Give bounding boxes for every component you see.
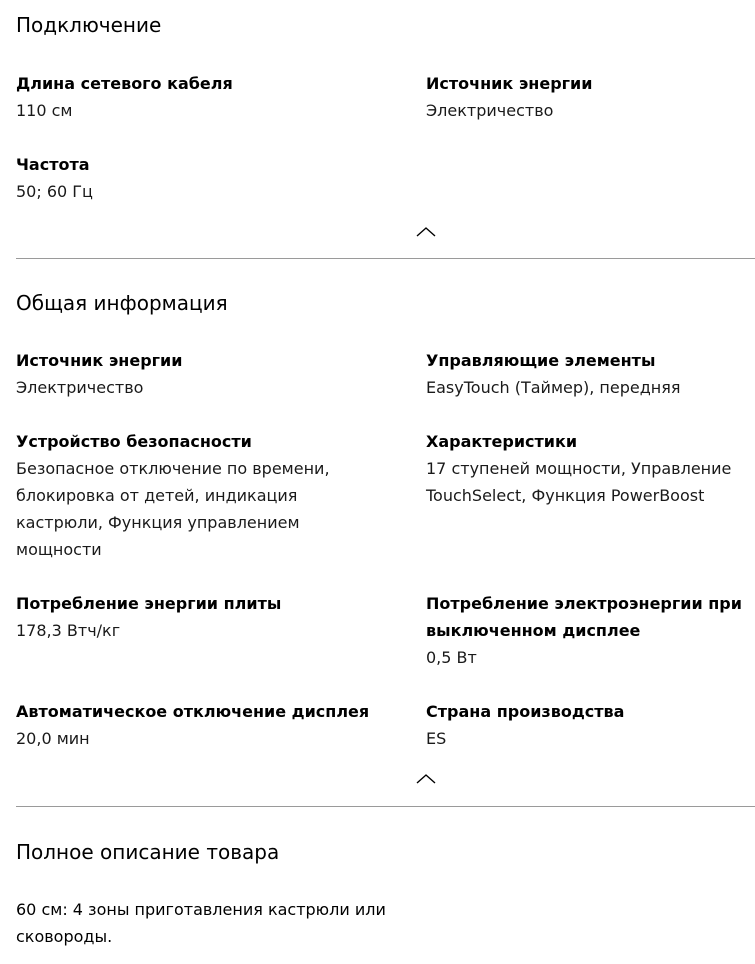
spec-hob-consumption xyxy=(16,590,376,644)
spec-label: Управляющие элементы xyxy=(426,351,656,370)
chevron-up-icon xyxy=(414,224,438,240)
product-description-text: 60 см: 4 зоны приготавления кастрюли или сковороды. xyxy=(16,900,386,946)
spec-value: 20,0 мин xyxy=(16,729,90,748)
spec-features xyxy=(426,428,751,509)
spec-label: Частота xyxy=(16,155,90,174)
spec-label: Длина сетевого кабеля xyxy=(16,74,233,93)
collapse-connection-button[interactable] xyxy=(414,224,438,240)
spec-label: Автоматическое отключение дисплея xyxy=(16,702,370,721)
spec-standby-consumption xyxy=(426,590,751,671)
spec-value: 0,5 Вт xyxy=(426,648,477,667)
spec-label: Устройство безопасности xyxy=(16,432,252,451)
spec-safety xyxy=(16,428,361,563)
section-divider xyxy=(16,258,755,259)
spec-label: Источник энергии xyxy=(426,74,593,93)
spec-value: Безопасное отключение по времени, блокировка от детей, индикация кастрюли, Функция управлением мощности xyxy=(16,459,330,559)
spec-value: Электричество xyxy=(16,378,144,397)
spec-value: 110 см xyxy=(16,101,73,120)
spec-frequency xyxy=(16,151,376,205)
collapse-general-button[interactable] xyxy=(414,771,438,787)
spec-value: ES xyxy=(426,729,447,748)
spec-value: 50; 60 Гц xyxy=(16,182,93,201)
spec-value: 178,3 Втч/кг xyxy=(16,621,121,640)
spec-controls xyxy=(426,347,751,401)
chevron-up-icon xyxy=(414,771,438,787)
spec-cable-length xyxy=(16,70,376,124)
spec-auto-off xyxy=(16,698,376,752)
section-title-description: Полное описание товара xyxy=(16,840,280,864)
spec-label: Источник энергии xyxy=(16,351,183,370)
spec-label: Потребление электроэнергии при выключенном дисплее xyxy=(426,594,742,640)
section-title-connection: Подключение xyxy=(16,13,162,37)
section-title-general: Общая информация xyxy=(16,291,228,315)
spec-value: EasyTouch (Таймер), передняя xyxy=(426,378,681,397)
spec-energy-source-general xyxy=(16,347,376,401)
spec-label: Характеристики xyxy=(426,432,578,451)
spec-energy-source xyxy=(426,70,751,124)
spec-value: Электричество xyxy=(426,101,554,120)
spec-label: Потребление энергии плиты xyxy=(16,594,282,613)
spec-label: Страна производства xyxy=(426,702,625,721)
spec-value: 17 ступеней мощности, Управление TouchSelect, Функция PowerBoost xyxy=(426,459,732,505)
section-divider xyxy=(16,806,755,807)
spec-country xyxy=(426,698,751,752)
